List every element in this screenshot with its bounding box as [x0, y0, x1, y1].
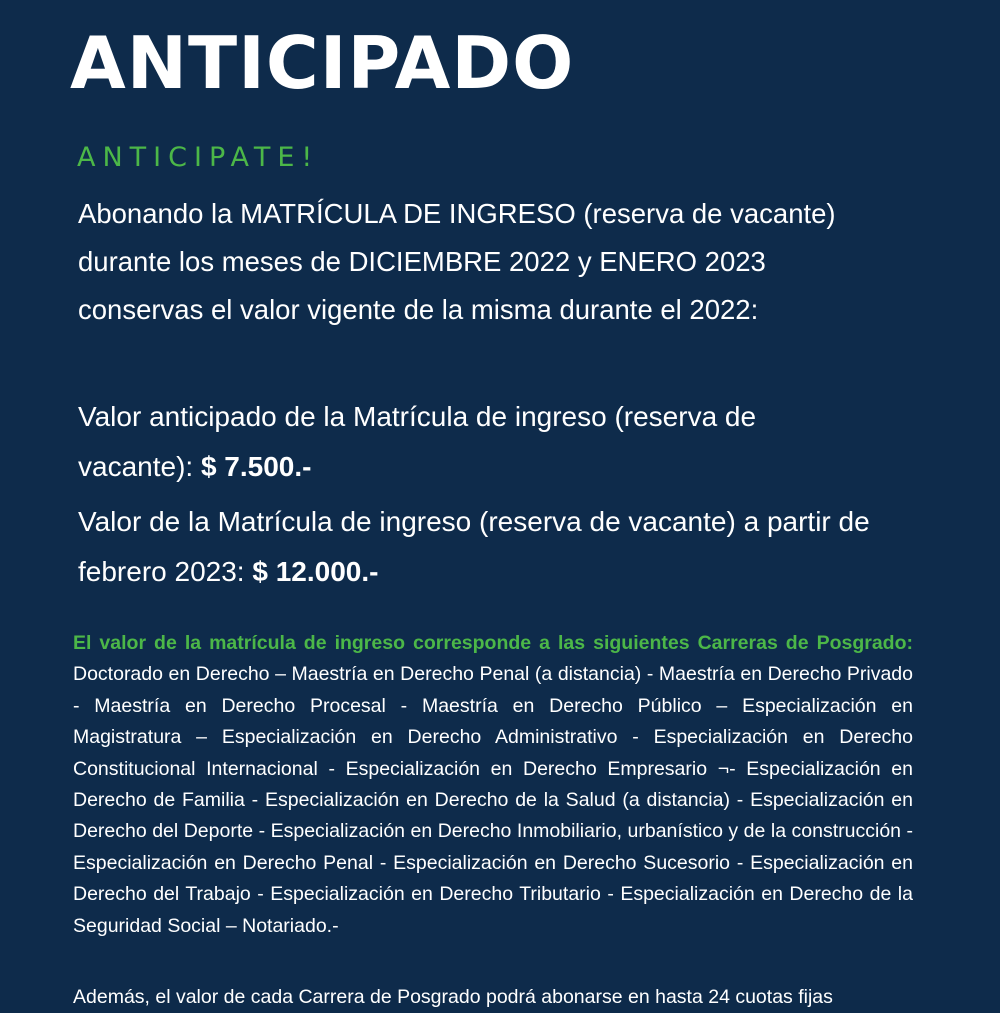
- late-price-amount: $ 12.000.-: [252, 556, 379, 587]
- programs-paragraph: [73, 628, 913, 942]
- late-price-line: [78, 497, 878, 597]
- page-title: ANTICIPADO: [70, 21, 575, 105]
- early-price-line: [78, 392, 878, 492]
- programs-lead: El valor de la matrícula de ingreso corresponde a las siguientes Carreras de Posgrado:: [73, 632, 913, 654]
- intro-paragraph: Abonando la MATRÍCULA DE INGRESO (reserva de vacante) durante los meses de DICIEMBRE 2022 y ENERO 2023 conservas el valor vigente de la misma durante el 2022:: [78, 198, 836, 325]
- early-price-amount: $ 7.500.-: [200, 451, 312, 482]
- late-price-label: Valor de la Matrícula de ingreso (reserva de vacante) a partir de febrero 2023:: [78, 506, 870, 587]
- programs-list: Doctorado en Derecho – Maestría en Derecho Penal (a distancia) - Maestría en Derecho Privado - Maestría en Derecho Procesal - Maestría en Derecho Público – Especialización en Magistratura – Especialización en Derecho Administrativo - Especialización en Derecho Constitucional Internacional - Especialización en Derecho Empresario ¬- Especialización en Derecho de Familia - Especialización en Derecho de la Salud (a distancia) - Especialización en Derecho del Deporte - Especialización en Derecho Inmobiliario, urbanístico y de la construcción - Especialización en Derecho Penal - Especialización en Derecho Sucesorio - Especialización en Derecho del Trabajo - Especialización en Derecho Tributario - Especialización en Derecho de la Seguridad Social – Notariado.-: [73, 663, 913, 937]
- installments-note: Además, el valor de cada Carrera de Posgrado podrá abonarse en hasta 24 cuotas fijas: [73, 986, 833, 1008]
- kicker-text: ANTICIPATE!: [77, 142, 320, 173]
- early-price-label: Valor anticipado de la Matrícula de ingreso (reserva de vacante):: [78, 401, 757, 482]
